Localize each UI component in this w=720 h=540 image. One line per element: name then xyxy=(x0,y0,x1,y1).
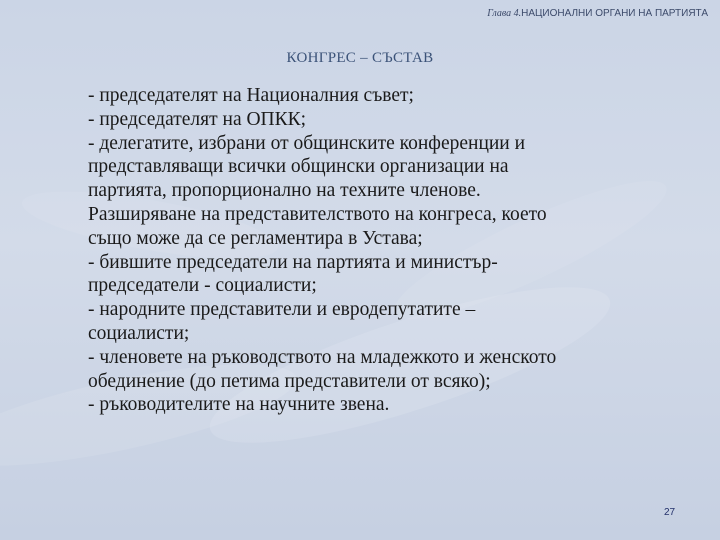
body-line: - бившите председатели на партията и министър- xyxy=(88,251,498,273)
body-line: също може да се регламентира в Устава; xyxy=(88,227,423,249)
body-line: обединение (до петима представители от всяко); xyxy=(88,370,491,392)
body-line: представляващи всички общински организации на xyxy=(88,156,509,178)
body-line: - председателят на ОПКК; xyxy=(88,108,307,130)
chapter-title: НАЦИОНАЛНИ ОРГАНИ НА ПАРТИЯТА xyxy=(521,8,708,19)
chapter-prefix: Глава 4. xyxy=(487,8,522,19)
body-line: председатели - социалисти; xyxy=(88,275,317,297)
body-line: - председателят на Националния съвет; xyxy=(88,85,414,106)
slide-body xyxy=(88,84,688,417)
body-line: партията, пропорционално на техните членове. xyxy=(88,180,481,202)
body-line: - делегатите, избрани от общинските конференции и xyxy=(88,132,526,154)
body-line: - членовете на ръководството на младежкото и женското xyxy=(88,346,557,368)
body-line: - ръководителите на научните звена. xyxy=(88,394,390,416)
page-number: 27 xyxy=(664,507,676,518)
body-line: социалисти; xyxy=(88,322,190,344)
body-line: - народните представители и евродепутатите – xyxy=(88,299,476,321)
chapter-header xyxy=(487,8,708,19)
body-line: Разширяване на представителството на конгреса, което xyxy=(88,203,547,225)
slide-title: КОНГРЕС – СЪСТАВ xyxy=(286,50,434,66)
